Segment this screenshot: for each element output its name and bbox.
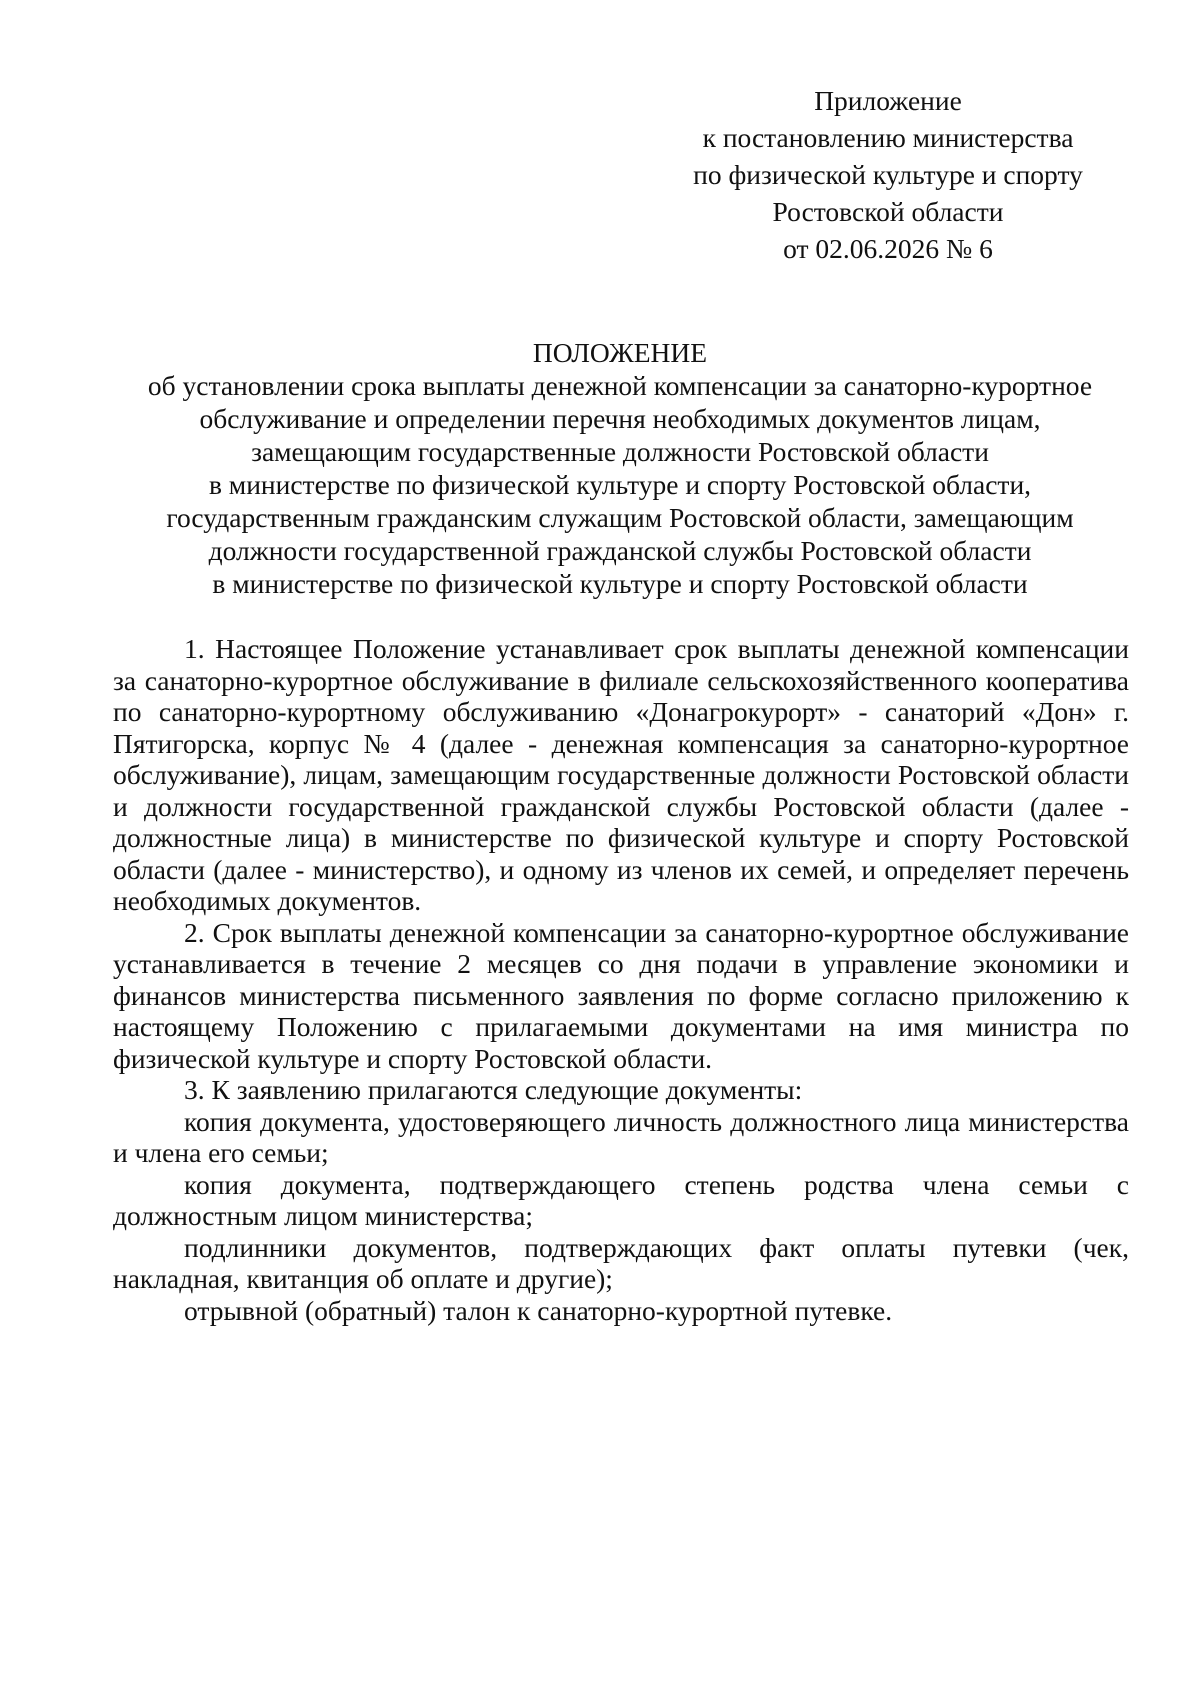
document-body (113, 633, 1129, 1326)
document-heading (100, 336, 1140, 600)
document-subtitle-line: обслуживание и определении перечня необходимых документов лицам, (199, 403, 1041, 434)
document-subtitle-line: государственным гражданским служащим Ростовской области, замещающим (166, 502, 1074, 533)
appendix-line: от 02.06.2026 № 6 (783, 233, 993, 264)
document-list-item: подлинники документов, подтверждающих факт оплаты путевки (чек, накладная, квитанция об оплате и другие); (113, 1231, 1129, 1294)
paragraph-2: 2. Срок выплаты денежной компенсации за санаторно-курортное обслуживание устанавливается в течение 2 месяцев со дня подачи в управление экономики и финансов министерства письменного заявления по форме согласно приложению к настоящему Положению с прилагаемыми документами на имя министра по физической культуре и спорту Ростовской области. (113, 916, 1129, 1074)
document-list-item: копия документа, удостоверяющего личность должностного лица министерства и члена его семьи; (113, 1105, 1129, 1168)
document-subtitle-line: в министерстве по физической культуре и спорту Ростовской области (212, 568, 1028, 599)
document-title: ПОЛОЖЕНИЕ (532, 337, 708, 368)
paragraph-3: 3. К заявлению прилагаются следующие документы: (184, 1074, 803, 1105)
document-list-item: отрывной (обратный) талон к санаторно-курортной путевке. (184, 1294, 893, 1326)
appendix-line: Приложение (814, 85, 962, 116)
document-subtitle-line: замещающим государственные должности Ростовской области (251, 436, 989, 467)
appendix-header (668, 82, 1108, 267)
appendix-line: по физической культуре и спорту (693, 159, 1083, 190)
paragraph-1: 1. Настоящее Положение устанавливает срок выплаты денежной компенсации за санаторно-курортное обслуживание в филиале сельскохозяйственного кооператива по санаторно-курортному обслуживанию «Донагрокурорт» - санаторий «Дон» г. Пятигорска, корпус № 4 (далее - денежная компенсация за санаторно-курортное обслуживание), лицам, замещающим государственные должности Ростовской области и должности государственной гражданской службы Ростовской области (далее - должностные лица) в министерстве по физической культуре и спорту Ростовской области (далее - министерство), и одному из членов их семей, и определяет перечень необходимых документов. (113, 633, 1129, 916)
appendix-line: Ростовской области (772, 196, 1004, 227)
document-subtitle-line: должности государственной гражданской службы Ростовской области (208, 535, 1032, 566)
document-subtitle-line: в министерстве по физической культуре и спорту Ростовской области, (208, 469, 1032, 500)
document-list-item: копия документа, подтверждающего степень родства члена семьи с должностным лицом министерства; (113, 1168, 1129, 1231)
document-subtitle-line: об установлении срока выплаты денежной компенсации за санаторно-курортное (147, 370, 1093, 401)
appendix-line: к постановлению министерства (702, 122, 1074, 153)
